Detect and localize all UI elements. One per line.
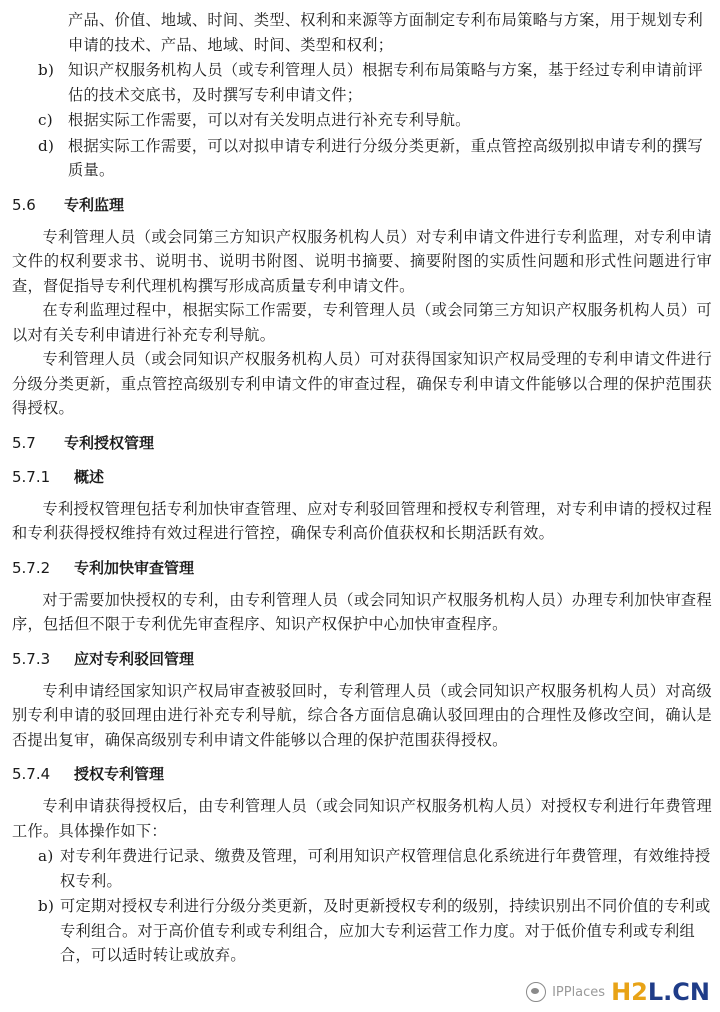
paragraph: 对于需要加快授权的专利，由专利管理人员（或会同知识产权服务机构人员）办理专利加快审查程序，包括但不限于专利优先审查程序、知识产权保护中心加快审查程序。 <box>12 590 712 633</box>
paragraph: 专利申请经国家知识产权局审查被驳回时，专利管理人员（或会同知识产权服务机构人员）对高级别专利申请的驳回理由进行补充专利导航，综合各方面信息确认驳回理由的合理性及修改空间，确认是否提出复审，确保高级别专利申请文件能够以合理的保护范围获得授权。 <box>12 681 712 749</box>
section-title: 专利授权管理 <box>64 433 155 452</box>
logo-part-h2: H2 <box>611 978 648 1006</box>
section-number: 5.7.3 <box>12 649 51 668</box>
h2l-logo <box>611 978 710 1006</box>
section-heading-5-7-2 <box>12 556 712 580</box>
section-number: 5.7.4 <box>12 765 51 783</box>
list-marker: d) <box>38 136 55 155</box>
list-item-text: 根据实际工作需要，可以对拟申请专利进行分级分类更新，重点管控高级别拟申请专利的撰写质量。 <box>68 136 703 179</box>
section-number: 5.6 <box>12 195 36 214</box>
list-item-b <box>12 58 712 107</box>
list-item-text: 对专利年费进行记录、缴费及管理，可利用知识产权管理信息化系统进行年费管理，有效维持授权专利。 <box>60 847 711 890</box>
logo-part-cn: .CN <box>663 978 710 1006</box>
document-page <box>12 8 712 969</box>
section-number: 5.7.2 <box>12 558 51 577</box>
section-heading-5-7 <box>12 431 712 455</box>
section-heading-5-7-1 <box>12 465 712 489</box>
section-heading-5-7-4 <box>12 762 712 786</box>
list-item-text: 知识产权服务机构人员（或专利管理人员）根据专利布局策略与方案，基于经过专利申请前评估的技术交底书，及时撰写专利申请文件； <box>68 61 703 104</box>
list-item-text: 根据实际工作需要，可以对有关发明点进行补充专利导航。 <box>68 111 471 129</box>
list-marker: b) <box>38 897 55 915</box>
list-marker: b) <box>38 61 55 79</box>
section-number: 5.7.1 <box>12 467 51 486</box>
section-title: 概述 <box>74 467 105 486</box>
paragraph: 在专利监理过程中，根据实际工作需要，专利管理人员（或会同第三方知识产权服务机构人员）可以对有关专利申请进行补充专利导航。 <box>12 301 712 344</box>
paragraph: 专利授权管理包括专利加快审查管理、应对专利驳回管理和授权专利管理，对专利申请的授权过程和专利获得授权维持有效过程进行管控，确保专利高价值获权和长期活跃有效。 <box>12 499 712 542</box>
section-title: 专利加快审查管理 <box>74 558 195 577</box>
paragraph: 专利管理人员（或会同第三方知识产权服务机构人员）对专利申请文件进行专利监理，对专利申请文件的权利要求书、说明书、说明书附图、说明书摘要、摘要附图的实质性问题和形式性问题进行审查，督促指导专利代理机构撰写形成高质量专利申请文件。 <box>12 227 712 295</box>
logo-part-l: L <box>647 978 664 1006</box>
list-item-c <box>12 108 712 133</box>
list-item-d <box>12 134 712 183</box>
list-marker: c) <box>38 111 54 129</box>
paragraph: 专利管理人员（或会同知识产权服务机构人员）可对获得国家知识产权局受理的专利申请文件进行分级分类更新，重点管控高级别专利申请文件的审查过程，确保专利申请文件能够以合理的保护范围获得授权。 <box>12 350 712 417</box>
section-title: 应对专利驳回管理 <box>74 649 195 668</box>
list-item-b <box>12 894 712 968</box>
wechat-icon <box>526 982 546 1002</box>
list-item-text: 可定期对授权专利进行分级分类更新，及时更新授权专利的级别，持续识别出不同价值的专利或专利组合。对于高价值专利或专利组合，应加大专利运营工作力度。对于低价值专利或专利组合，可以适时转让或放弃。 <box>60 897 711 964</box>
section-title: 专利监理 <box>64 195 125 214</box>
paragraph: 专利申请获得授权后，由专利管理人员（或会同知识产权服务机构人员）对授权专利进行年费管理工作。具体操作如下： <box>12 797 712 840</box>
list-marker: a) <box>38 847 54 865</box>
watermark-text: IPPlaces <box>552 984 606 1000</box>
list-item-continuation: 产品、价值、地域、时间、类型、权利和来源等方面制定专利布局策略与方案，用于规划专利申请的技术、产品、地域、时间、类型和权利； <box>68 11 703 54</box>
section-heading-5-7-3 <box>12 647 712 671</box>
list-item-a <box>12 844 712 893</box>
section-number: 5.7 <box>12 433 36 452</box>
watermark <box>526 978 710 1006</box>
section-title: 授权专利管理 <box>74 765 165 783</box>
section-heading-5-6 <box>12 193 712 217</box>
